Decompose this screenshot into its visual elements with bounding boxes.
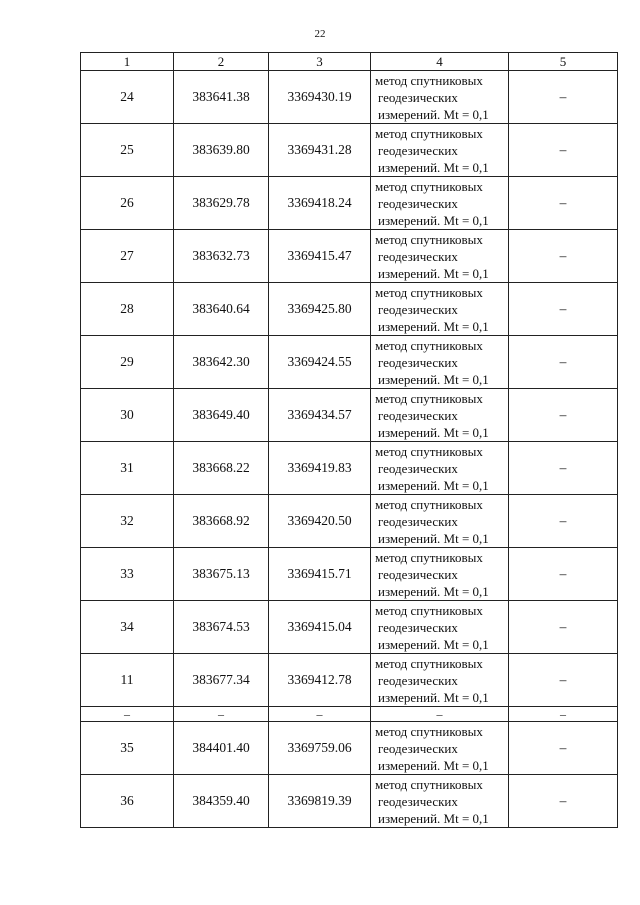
characteristics-cell: –	[509, 442, 618, 495]
table-row	[81, 601, 618, 654]
method-text-line: метод спутниковых	[375, 337, 483, 353]
header-row	[81, 53, 618, 71]
characteristics-cell: –	[509, 495, 618, 548]
y-coordinate-cell: 3369759.06	[269, 722, 371, 775]
characteristics-cell: –	[509, 548, 618, 601]
point-number-cell: 32	[81, 495, 174, 548]
method-text-line: метод спутниковых	[375, 390, 483, 406]
x-coordinate-cell: 383677.34	[174, 654, 269, 707]
method-text-line: геодезических	[378, 195, 458, 211]
method-cell	[371, 495, 509, 548]
method-text-line: метод спутниковых	[375, 549, 483, 565]
method-text-line: измерений. Mt = 0,1	[378, 318, 489, 334]
method-text-line: измерений. Mt = 0,1	[378, 265, 489, 281]
method-cell	[371, 177, 509, 230]
method-text-line: метод спутниковых	[375, 72, 483, 88]
method-cell	[371, 775, 509, 828]
point-number-cell: 25	[81, 124, 174, 177]
x-coordinate-cell: 383640.64	[174, 283, 269, 336]
method-cell	[371, 601, 509, 654]
characteristics-cell: –	[509, 177, 618, 230]
method-text-line: геодезических	[378, 793, 458, 809]
method-cell	[371, 389, 509, 442]
table-row	[81, 71, 618, 124]
method-cell	[371, 124, 509, 177]
method-text-line: измерений. Mt = 0,1	[378, 477, 489, 493]
header-col-1: 1	[81, 53, 174, 71]
y-coordinate-cell: 3369425.80	[269, 283, 371, 336]
y-coordinate-cell: 3369424.55	[269, 336, 371, 389]
y-coordinate-cell: 3369419.83	[269, 442, 371, 495]
point-number-cell: 26	[81, 177, 174, 230]
method-text-line: измерений. Mt = 0,1	[378, 583, 489, 599]
coordinates-table	[80, 52, 618, 828]
table-row	[81, 124, 618, 177]
y-coordinate-cell: 3369415.04	[269, 601, 371, 654]
y-coordinate-cell: 3369412.78	[269, 654, 371, 707]
x-coordinate-cell: 383639.80	[174, 124, 269, 177]
table-body	[81, 71, 618, 828]
characteristics-cell: –	[509, 722, 618, 775]
method-text-line: метод спутниковых	[375, 496, 483, 512]
separator-cell: –	[509, 707, 618, 722]
characteristics-cell: –	[509, 336, 618, 389]
method-text-line: геодезических	[378, 460, 458, 476]
method-text-line: метод спутниковых	[375, 655, 483, 671]
method-text-line: измерений. Mt = 0,1	[378, 106, 489, 122]
table-row	[81, 495, 618, 548]
point-number-cell: 24	[81, 71, 174, 124]
method-text-line: метод спутниковых	[375, 723, 483, 739]
header-col-2: 2	[174, 53, 269, 71]
characteristics-cell: –	[509, 654, 618, 707]
table-header	[81, 53, 618, 71]
method-text-line: геодезических	[378, 248, 458, 264]
method-cell	[371, 654, 509, 707]
method-cell	[371, 722, 509, 775]
y-coordinate-cell: 3369431.28	[269, 124, 371, 177]
x-coordinate-cell: 384359.40	[174, 775, 269, 828]
method-text-line: измерений. Mt = 0,1	[378, 530, 489, 546]
point-number-cell: 34	[81, 601, 174, 654]
method-text-line: метод спутниковых	[375, 284, 483, 300]
method-cell	[371, 283, 509, 336]
characteristics-cell: –	[509, 124, 618, 177]
table-row	[81, 775, 618, 828]
y-coordinate-cell: 3369415.71	[269, 548, 371, 601]
characteristics-cell: –	[509, 283, 618, 336]
x-coordinate-cell: 383675.13	[174, 548, 269, 601]
table-row	[81, 722, 618, 775]
method-text-line: геодезических	[378, 672, 458, 688]
y-coordinate-cell: 3369418.24	[269, 177, 371, 230]
x-coordinate-cell: 383642.30	[174, 336, 269, 389]
method-cell	[371, 71, 509, 124]
characteristics-cell: –	[509, 601, 618, 654]
method-text-line: геодезических	[378, 619, 458, 635]
method-text-line: геодезических	[378, 301, 458, 317]
method-cell	[371, 442, 509, 495]
x-coordinate-cell: 383668.92	[174, 495, 269, 548]
method-text-line: измерений. Mt = 0,1	[378, 636, 489, 652]
method-text-line: измерений. Mt = 0,1	[378, 212, 489, 228]
method-text-line: геодезических	[378, 89, 458, 105]
method-text-line: измерений. Mt = 0,1	[378, 371, 489, 387]
separator-row	[81, 707, 618, 722]
table-row	[81, 177, 618, 230]
point-number-cell: 30	[81, 389, 174, 442]
separator-cell: –	[81, 707, 174, 722]
point-number-cell: 28	[81, 283, 174, 336]
x-coordinate-cell: 383629.78	[174, 177, 269, 230]
method-cell	[371, 230, 509, 283]
table-row	[81, 548, 618, 601]
method-text-line: геодезических	[378, 513, 458, 529]
method-text-line: метод спутниковых	[375, 776, 483, 792]
separator-cell: –	[269, 707, 371, 722]
method-text-line: измерений. Mt = 0,1	[378, 424, 489, 440]
x-coordinate-cell: 383632.73	[174, 230, 269, 283]
method-text-line: геодезических	[378, 740, 458, 756]
y-coordinate-cell: 3369415.47	[269, 230, 371, 283]
point-number-cell: 11	[81, 654, 174, 707]
characteristics-cell: –	[509, 775, 618, 828]
x-coordinate-cell: 383668.22	[174, 442, 269, 495]
method-text-line: геодезических	[378, 407, 458, 423]
y-coordinate-cell: 3369430.19	[269, 71, 371, 124]
method-text-line: метод спутниковых	[375, 231, 483, 247]
method-cell	[371, 548, 509, 601]
characteristics-cell: –	[509, 230, 618, 283]
table-row	[81, 654, 618, 707]
header-col-4: 4	[371, 53, 509, 71]
x-coordinate-cell: 383674.53	[174, 601, 269, 654]
method-text-line: измерений. Mt = 0,1	[378, 159, 489, 175]
method-text-line: метод спутниковых	[375, 602, 483, 618]
x-coordinate-cell: 384401.40	[174, 722, 269, 775]
characteristics-cell: –	[509, 71, 618, 124]
method-text-line: измерений. Mt = 0,1	[378, 689, 489, 705]
table-row	[81, 442, 618, 495]
y-coordinate-cell: 3369819.39	[269, 775, 371, 828]
x-coordinate-cell: 383649.40	[174, 389, 269, 442]
method-text-line: метод спутниковых	[375, 125, 483, 141]
point-number-cell: 29	[81, 336, 174, 389]
table-row	[81, 336, 618, 389]
point-number-cell: 36	[81, 775, 174, 828]
point-number-cell: 33	[81, 548, 174, 601]
y-coordinate-cell: 3369420.50	[269, 495, 371, 548]
characteristics-cell: –	[509, 389, 618, 442]
separator-cell: –	[174, 707, 269, 722]
table-row	[81, 283, 618, 336]
method-text-line: геодезических	[378, 142, 458, 158]
method-text-line: измерений. Mt = 0,1	[378, 757, 489, 773]
separator-cell: –	[371, 707, 509, 722]
method-cell	[371, 336, 509, 389]
point-number-cell: 35	[81, 722, 174, 775]
method-text-line: геодезических	[378, 566, 458, 582]
method-text-line: измерений. Mt = 0,1	[378, 810, 489, 826]
table-row	[81, 389, 618, 442]
method-text-line: метод спутниковых	[375, 443, 483, 459]
method-text-line: метод спутниковых	[375, 178, 483, 194]
page-number: 22	[314, 28, 326, 40]
coordinates-table-container	[80, 52, 617, 828]
header-col-5: 5	[509, 53, 618, 71]
header-col-3: 3	[269, 53, 371, 71]
point-number-cell: 27	[81, 230, 174, 283]
table-row	[81, 230, 618, 283]
method-text-line: геодезических	[378, 354, 458, 370]
y-coordinate-cell: 3369434.57	[269, 389, 371, 442]
x-coordinate-cell: 383641.38	[174, 71, 269, 124]
point-number-cell: 31	[81, 442, 174, 495]
